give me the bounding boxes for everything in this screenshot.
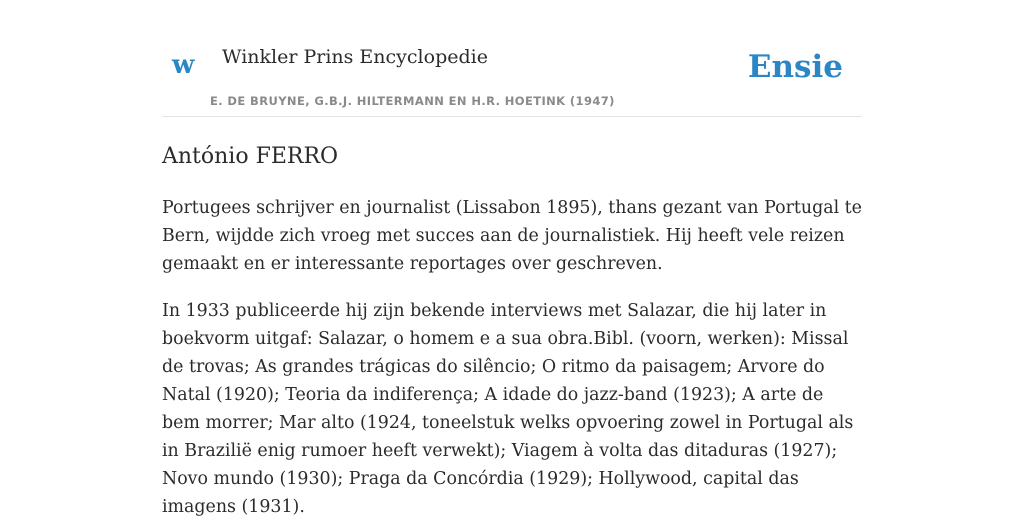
site-title[interactable]: Winkler Prins Encyclopedie	[222, 46, 488, 68]
authors-credit: E. DE BRUYNE, G.B.J. HILTERMANN EN H.R. HOETINK (1947)	[210, 94, 615, 108]
brand-link[interactable]: Ensie	[747, 49, 843, 85]
article-paragraph: In 1933 publiceerde hij zijn bekende interviews met Salazar, die hij later in boekvorm uitgaf: Salazar, o homem e a sua obra.Bibl. (voorn, werken): Missal de trovas; As grandes trágicas do silêncio; O ritmo da paisagem; Arvore do Natal (1920); Teoria da indiferença; A idade do jazz-band (1923); A arte de bem morrer; Mar alto (1924, toneelstuk welks opvoering zowel in Portugal als in Brazilië enig rumoer heeft verwekt); Viagem à volta das ditaduras (1927); Novo mundo (1930); Praga da Concórdia (1929); Hollywood, capital das imagens (1931).	[162, 301, 854, 518]
article-paragraph: Portugees schrijver en journalist (Lissabon 1895), thans gezant van Portugal te Bern, wijdde zich vroeg met succes aan de journalistiek. Hij heeft vele reizen gemaakt en er interessante reportages over geschreven.	[162, 198, 862, 275]
article-title: António FERRO	[162, 144, 339, 169]
logo-icon[interactable]: w	[172, 50, 195, 80]
header	[162, 0, 862, 117]
page	[162, 0, 862, 521]
